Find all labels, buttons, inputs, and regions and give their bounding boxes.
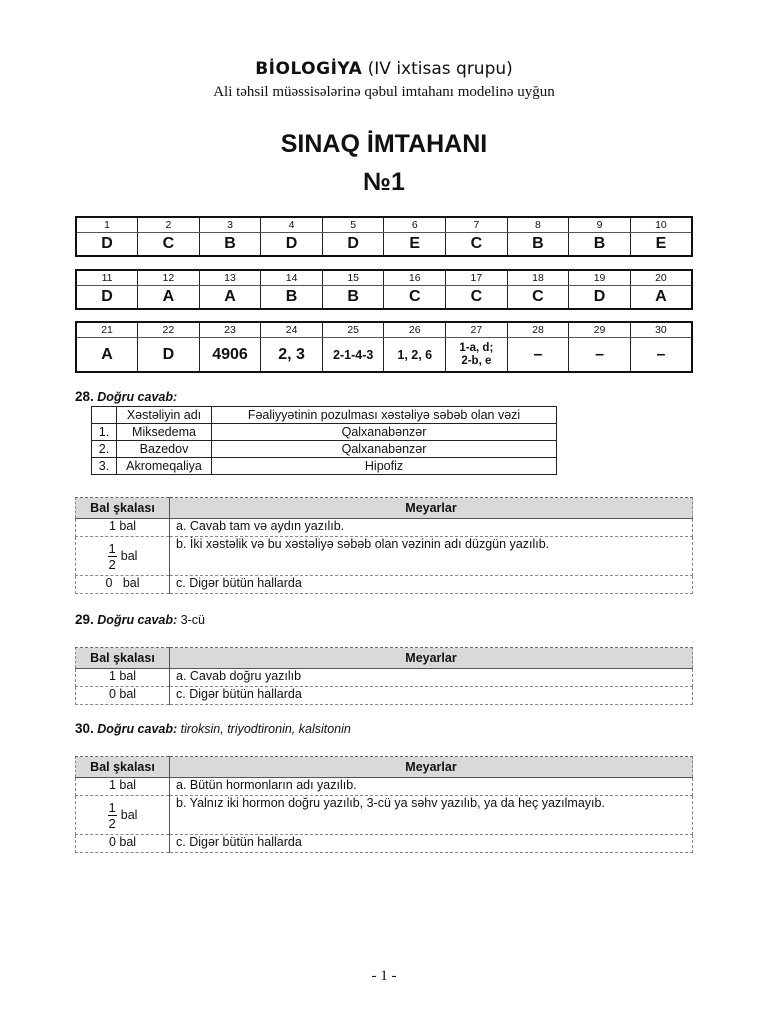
exam-number: №1 [363, 168, 405, 196]
q29-score-table [75, 647, 693, 705]
answer-cell: C [138, 233, 200, 257]
answer-key-row-1 [75, 216, 693, 257]
question-number: 5 [322, 217, 384, 233]
answer-cell: 2-1-4-3 [322, 338, 384, 373]
question-number: 23 [199, 322, 261, 338]
score-unit: bal [120, 807, 138, 822]
answer-cell: E [630, 233, 692, 257]
answer-cell: 4906 [199, 338, 261, 373]
question-number: 20 [630, 270, 692, 286]
score-fraction [76, 537, 170, 576]
disease-name: Miksedema [117, 424, 212, 441]
gland-name: Qalxanabənzər [212, 441, 557, 458]
score-header: Bal şkalası [76, 757, 170, 778]
answer-cell: 2, 3 [261, 338, 323, 373]
answer-key-row-2 [75, 269, 693, 310]
criteria-header: Meyarlar [170, 757, 693, 778]
exam-title-block [0, 128, 768, 198]
question-number: 19 [569, 270, 631, 286]
gland-name: Qalxanabənzər [212, 424, 557, 441]
question-number: 1 [76, 217, 138, 233]
question-number: 30 [630, 322, 692, 338]
answer-cell: D [138, 338, 200, 373]
answer-cell: A [630, 286, 692, 310]
answer-cell: C [446, 233, 508, 257]
answer-cell-27 [446, 338, 508, 373]
question-number: 29 [569, 322, 631, 338]
question-number: 25 [322, 322, 384, 338]
q28-answer-table [91, 406, 557, 475]
subject-title: BİOLOGİYA [255, 59, 363, 79]
answer-cell: 1, 2, 6 [384, 338, 446, 373]
question-number: 4 [261, 217, 323, 233]
q30-answer: tiroksin, triyodtironin, kalsitonin [180, 722, 351, 736]
question-number: 18 [507, 270, 569, 286]
answer-cell: D [569, 286, 631, 310]
answer-cell: A [138, 286, 200, 310]
question-number: 28 [507, 322, 569, 338]
score-value: 0 bal [76, 835, 170, 853]
score-value: 1 bal [76, 778, 170, 796]
answer-cell: – [569, 338, 631, 373]
criteria-header: Meyarlar [170, 498, 693, 519]
subject-line [0, 58, 768, 80]
answer-27-line-2: 2-b, e [461, 354, 492, 367]
answer-cell: D [76, 286, 138, 310]
score-value: 0 bal [76, 576, 170, 594]
question-number: 6 [384, 217, 446, 233]
criteria-text: c. Digər bütün hallarda [170, 687, 693, 705]
question-number: 13 [199, 270, 261, 286]
disease-name: Bazedov [117, 441, 212, 458]
score-value: 1 bal [76, 669, 170, 687]
answer-cell: D [261, 233, 323, 257]
question-number: 9 [569, 217, 631, 233]
half-fraction: $\frac{1}{2}$ [108, 799, 116, 831]
disease-name: Akromeqaliya [117, 458, 212, 475]
index-header [92, 407, 117, 424]
question-number: 14 [261, 270, 323, 286]
q29-answer: 3-cü [180, 613, 205, 627]
question-number: 15 [322, 270, 384, 286]
criteria-text: a. Cavab tam və aydın yazılıb. [170, 519, 693, 537]
row-index: 3. [92, 458, 117, 475]
criteria-text: a. Bütün hormonların adı yazılıb. [170, 778, 693, 796]
criteria-text: c. Digər bütün hallarda [170, 576, 693, 594]
q30-score-table [75, 756, 693, 853]
row-index: 1. [92, 424, 117, 441]
answer-cell: A [199, 286, 261, 310]
score-value: 0 bal [76, 687, 170, 705]
answer-cell: C [507, 286, 569, 310]
score-header: Bal şkalası [76, 498, 170, 519]
question-number: 7 [446, 217, 508, 233]
answer-cell: – [507, 338, 569, 373]
q29-label: Doğru cavab: [97, 613, 178, 627]
answer-cell: D [76, 233, 138, 257]
q30-number: 30 [75, 721, 91, 736]
q28-label: Doğru cavab: [97, 390, 178, 404]
answer-cell: B [199, 233, 261, 257]
question-number: 11 [76, 270, 138, 286]
question-number: 3 [199, 217, 261, 233]
question-number: 22 [138, 322, 200, 338]
criteria-text: b. Yalnız iki hormon doğru yazılıb, 3-cü ya səhv yazılıb, ya da heç yazılmayıb. [170, 796, 693, 835]
criteria-text: a. Cavab doğru yazılıb [170, 669, 693, 687]
q28-number: 28 [75, 389, 91, 404]
question-number: 16 [384, 270, 446, 286]
answer-cell: C [384, 286, 446, 310]
q28-heading: 28. Doğru cavab: [75, 389, 178, 404]
q29-heading: 29. Doğru cavab: 3-cü [75, 612, 205, 627]
question-number: 10 [630, 217, 692, 233]
question-number: 24 [261, 322, 323, 338]
answer-cell: B [261, 286, 323, 310]
q28-score-table [75, 497, 693, 594]
question-number: 8 [507, 217, 569, 233]
criteria-text: b. İki xəstəlik və bu xəstəliyə səbəb olan vəzinin adı düzgün yazılıb. [170, 537, 693, 576]
gland-name: Hipofiz [212, 458, 557, 475]
q30-label: Doğru cavab: [97, 722, 178, 736]
score-header: Bal şkalası [76, 648, 170, 669]
gland-header: Fəaliyyətinin pozulması xəstəliyə səbəb olan vəzi [212, 407, 557, 424]
subject-group: (IV ixtisas qrupu) [367, 59, 513, 79]
half-fraction: $\frac{1}{2}$ [108, 540, 116, 572]
subtitle: Ali təhsil müəssisələrinə qəbul imtahanı modelinə uyğun [213, 84, 555, 100]
question-number: 21 [76, 322, 138, 338]
answer-cell: – [630, 338, 692, 373]
answer-cell: C [446, 286, 508, 310]
answer-key-row-3 [75, 321, 693, 373]
row-index: 2. [92, 441, 117, 458]
answer-cell: B [569, 233, 631, 257]
score-value: 1 bal [76, 519, 170, 537]
document-header [0, 58, 768, 101]
criteria-text: c. Digər bütün hallarda [170, 835, 693, 853]
question-number: 17 [446, 270, 508, 286]
score-fraction [76, 796, 170, 835]
answer-cell: B [322, 286, 384, 310]
disease-header: Xəstəliyin adı [117, 407, 212, 424]
answer-cell: D [322, 233, 384, 257]
question-number: 27 [446, 322, 508, 338]
answer-27-line-1: 1-a, d; [459, 341, 494, 354]
exam-title: SINAQ İMTAHANI [280, 130, 488, 158]
answer-cell: E [384, 233, 446, 257]
q29-number: 29 [75, 612, 91, 627]
score-unit: bal [120, 548, 138, 563]
answer-cell: A [76, 338, 138, 373]
q30-heading: 30. Doğru cavab: tiroksin, triyodtironin, kalsitonin [75, 721, 351, 736]
page-number: - 1 - [371, 968, 397, 984]
question-number: 2 [138, 217, 200, 233]
question-number: 12 [138, 270, 200, 286]
answer-cell: B [507, 233, 569, 257]
question-number: 26 [384, 322, 446, 338]
criteria-header: Meyarlar [170, 648, 693, 669]
